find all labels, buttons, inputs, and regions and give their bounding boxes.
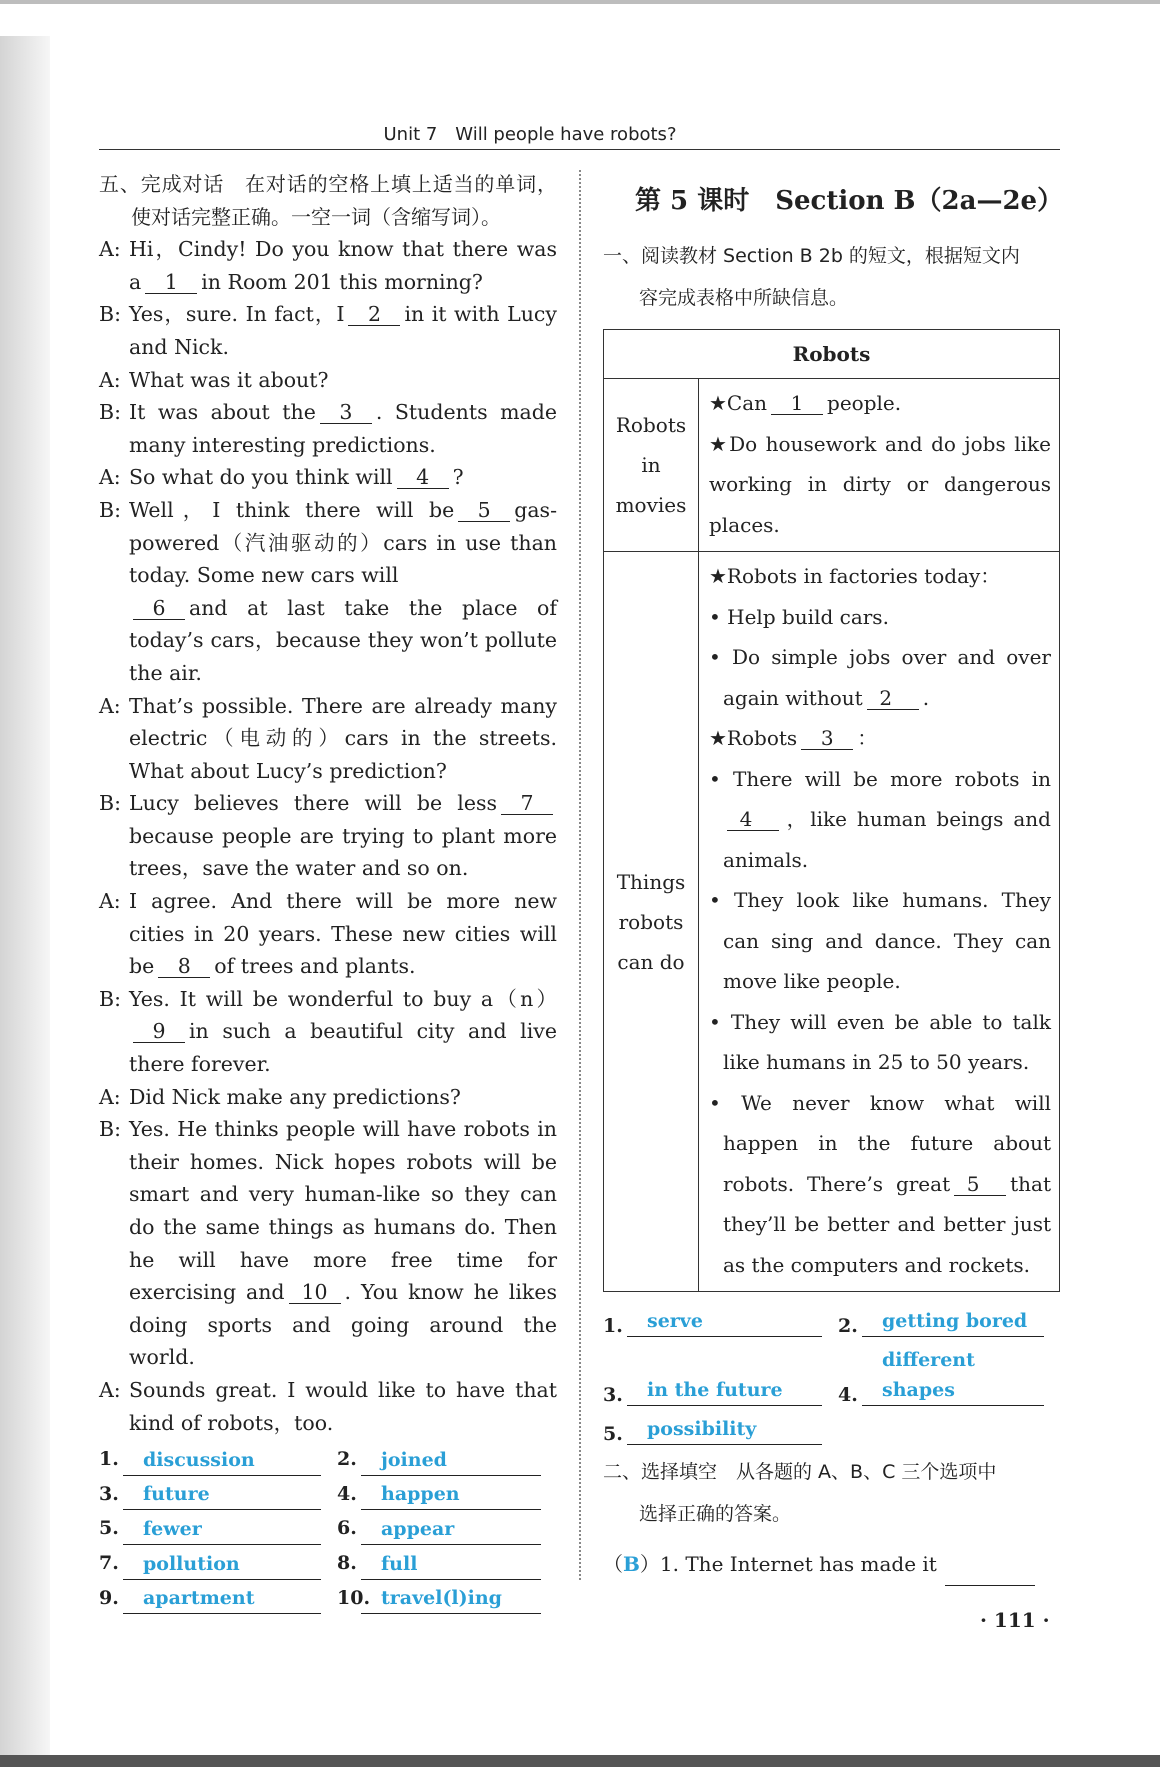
utterance-after: gas-powered（汽油驱动的）cars in use than today. Some new cars will <box>129 497 557 588</box>
answer-value: appear <box>361 1514 541 1545</box>
utterance <box>129 494 557 592</box>
blank-6: 6 <box>133 597 185 620</box>
blank-3: 3 <box>801 727 853 750</box>
answer-item <box>337 1582 557 1615</box>
answer-item <box>337 1547 557 1580</box>
running-header: Unit 7 Will people have robots? <box>383 124 677 145</box>
dialogue-line <box>99 885 557 983</box>
answer-number: 2. <box>838 1315 858 1337</box>
utterance <box>129 1374 557 1439</box>
utterance <box>129 364 557 397</box>
subsection-2-line2: 选择正确的答案。 <box>639 1503 792 1525</box>
answer-number: 1. <box>603 1315 623 1337</box>
blank-8: 8 <box>158 955 210 978</box>
answer-number: 3. <box>99 1482 119 1505</box>
answer-value: full <box>361 1549 541 1580</box>
blank-2: 2 <box>348 303 400 326</box>
row-head-movies: Robots in movies <box>604 379 699 552</box>
r2-line3-after: . <box>922 685 930 710</box>
answer-item <box>838 1306 1060 1337</box>
answer-number: 2. <box>337 1448 357 1471</box>
r2-line8-after: that they’ll be better and better just as the computers and rockets. <box>723 1171 1051 1277</box>
left-answer-grid <box>99 1443 557 1614</box>
answer-value: happen <box>361 1479 541 1510</box>
utterance-after: ? <box>452 465 464 490</box>
answer-value: future <box>123 1479 321 1510</box>
speaker-label: B: <box>99 302 121 327</box>
r2-line4-before: ★Robots <box>709 726 798 750</box>
r2-line2: • Help build cars. <box>709 604 889 629</box>
answer-item <box>99 1582 337 1615</box>
page-gutter <box>0 36 50 1755</box>
utterance-before: What was it about? <box>129 367 329 392</box>
utterance <box>129 233 557 298</box>
utterance-before: Lucy believes there will be less <box>129 791 497 816</box>
utterance-before: Yes，sure. In fact，I <box>129 302 345 327</box>
dialogue-line <box>99 494 557 592</box>
speaker-label <box>99 592 129 690</box>
utterance-after: in such a beautiful city and live there forever. <box>129 1019 557 1077</box>
subsection-1 <box>603 235 1060 319</box>
utterance-after: because people are trying to plant more trees，save the water and so on. <box>129 823 557 881</box>
bottom-bar <box>0 1755 1160 1767</box>
answer-item <box>99 1547 337 1580</box>
utterance <box>129 1113 557 1374</box>
dialogue-line <box>99 233 557 298</box>
answer-value: pollution <box>123 1549 321 1580</box>
subsection-2 <box>603 1451 1060 1535</box>
utterance-before: Yes. He thinks people will have robots in their homes. Nick hopes robots will be smart and very human-like so they can do the same things as humans do. Then he will have more free time for exercising and <box>129 1117 557 1305</box>
answer-item <box>337 1443 557 1476</box>
blank-2: 2 <box>867 687 919 710</box>
blank-7: 7 <box>501 792 553 815</box>
blank-10: 10 <box>289 1281 341 1304</box>
dialogue-line <box>99 1113 557 1374</box>
answer-value: serve <box>627 1306 822 1337</box>
section-title-5: 五、完成对话 在对话的空格上填上适当的单词，使对话完整正确。一空一词（含缩写词）。 <box>99 172 557 229</box>
utterance <box>129 1081 557 1114</box>
blank-9: 9 <box>133 1020 185 1043</box>
blank-1: 1 <box>145 271 197 294</box>
utterance-after: and at last take the place of today’s cars，because they won’t pollute the air. <box>129 595 557 685</box>
answer-number: 6. <box>337 1517 357 1540</box>
answer-item <box>603 1345 838 1406</box>
utterance-after: in Room 201 this morning? <box>201 269 483 294</box>
blank-1: 1 <box>771 392 823 415</box>
speaker-label: B: <box>99 986 121 1011</box>
answer-number: 9. <box>99 1586 119 1609</box>
answer-value: different shapes <box>862 1345 1044 1406</box>
answer-item <box>99 1443 337 1476</box>
blank-5: 5 <box>458 499 510 522</box>
answer-item <box>99 1478 337 1511</box>
answer-number: 1. <box>99 1448 119 1471</box>
answer-value: getting bored <box>862 1306 1044 1337</box>
answer-value: fewer <box>123 1514 321 1545</box>
blank-5: 5 <box>954 1173 1006 1196</box>
row-movies-content <box>699 379 1060 552</box>
dialogue-line <box>99 983 557 1081</box>
table-title: Robots <box>604 330 1060 379</box>
subsection-2-line1: 二、选择填空 从各题的 A、B、C 三个选项中 <box>603 1461 997 1483</box>
utterance-before: Yes. It will be wonderful to buy a（n） <box>129 986 557 1011</box>
answer-value: in the future <box>627 1375 822 1406</box>
blank-4: 4 <box>727 808 779 831</box>
utterance-before: Well，I think there will be <box>129 497 455 522</box>
utterance-before: So what do you think will <box>129 465 393 490</box>
r2-line5-after: ，like human beings and animals. <box>723 807 1051 872</box>
row-things-content <box>699 552 1060 1292</box>
utterance <box>129 298 557 363</box>
right-column <box>603 180 1064 1586</box>
column-divider <box>579 170 581 1580</box>
lesson-title: 第 5 课时 Section B（2a—2e） <box>635 186 1064 216</box>
answer-value: joined <box>361 1445 541 1476</box>
speaker-label: A: <box>99 367 121 392</box>
utterance-before: That’s possible. There are already many electric（电动的）cars in the streets. What about Lucy’s prediction? <box>129 693 557 783</box>
utterance-before: I agree. And there will be more new cities in 20 years. These new cities will be <box>129 889 557 979</box>
answer-number: 3. <box>603 1384 623 1406</box>
row-head-things: Things robots can do <box>604 552 699 1292</box>
answer-number: 4. <box>838 1384 858 1406</box>
r2-line6: • They look like humans. They can sing and dance. They can move like people. <box>709 888 1051 993</box>
answer-item <box>603 1414 838 1445</box>
dialogue-line <box>99 690 557 788</box>
utterance-after: in it with Lucy and Nick. <box>129 302 557 359</box>
utterance-after: . You know he likes doing sports and going around the world. <box>129 1280 557 1370</box>
speaker-label: A: <box>99 889 121 914</box>
speaker-label: A: <box>99 465 121 490</box>
q1-open: （ <box>603 1552 623 1576</box>
utterance <box>129 787 557 885</box>
utterance <box>129 396 557 461</box>
question-1 <box>603 1543 1060 1586</box>
utterance <box>129 461 557 494</box>
answer-item <box>99 1512 337 1545</box>
top-bar <box>0 0 1160 4</box>
r2-line8-before: • We never know what will happen in the future about robots. There’s great <box>709 1090 1051 1196</box>
utterance <box>129 592 557 690</box>
q1-answer: B <box>623 1552 640 1576</box>
r2-line4-after: ： <box>857 726 878 750</box>
row1-a-before: ★Can <box>709 391 768 415</box>
utterance-before: It was about the <box>129 400 316 425</box>
r2-line5-before: • There will be more robots in <box>709 766 1051 791</box>
dialogue-line <box>99 396 557 461</box>
left-column <box>99 168 557 1614</box>
answer-item <box>337 1478 557 1511</box>
r2-line3-before: • Do simple jobs over and over again without <box>709 645 1051 710</box>
speaker-label: A: <box>99 237 121 262</box>
answer-value: apartment <box>123 1583 321 1614</box>
dialogue-line <box>99 1374 557 1439</box>
dialogue <box>99 233 557 1439</box>
speaker-label: B: <box>99 497 121 522</box>
answer-value: possibility <box>627 1414 822 1445</box>
answer-number: 4. <box>337 1482 357 1505</box>
subsection-1-line2: 容完成表格中所缺信息。 <box>639 287 849 309</box>
dialogue-line <box>99 298 557 363</box>
q1-blank <box>945 1543 1035 1586</box>
utterance <box>129 690 557 788</box>
utterance-before: Sounds great. I would like to have that kind of robots，too. <box>129 1377 557 1435</box>
answer-number: 8. <box>337 1551 357 1574</box>
utterance-before: Did Nick make any predictions? <box>129 1084 461 1109</box>
utterance <box>129 983 557 1081</box>
speaker-label: A: <box>99 1084 121 1109</box>
answer-item <box>337 1512 557 1545</box>
dialogue-line <box>99 1081 557 1114</box>
answer-value: travel(l)ing <box>361 1583 541 1614</box>
answer-item <box>603 1306 838 1337</box>
utterance-after: of trees and plants. <box>214 954 416 979</box>
answer-number: 10. <box>337 1586 371 1609</box>
answer-number: 5. <box>603 1423 623 1445</box>
dialogue-line <box>99 461 557 494</box>
answer-item <box>838 1345 1060 1406</box>
answer-number: 5. <box>99 1517 119 1540</box>
blank-4: 4 <box>397 466 449 489</box>
speaker-label: B: <box>99 791 121 816</box>
right-answer-grid <box>603 1306 1060 1445</box>
speaker-label: A: <box>99 1377 121 1402</box>
dialogue-line <box>99 364 557 397</box>
blank-3: 3 <box>320 401 372 424</box>
answer-number: 7. <box>99 1551 119 1574</box>
answer-value: discussion <box>123 1445 321 1476</box>
speaker-label: B: <box>99 1117 121 1142</box>
subsection-1-line1: 一、阅读教材 Section B 2b 的短文，根据短文内 <box>603 245 1020 267</box>
utterance-after: . Students made many interesting predictions. <box>129 400 558 457</box>
header-rule <box>99 149 1060 150</box>
utterance-before: Hi，Cindy! Do you know that there was a <box>129 237 557 294</box>
robots-table <box>603 329 1060 1292</box>
page-number: · 111 · <box>980 1608 1050 1632</box>
r2-line1: ★Robots in factories today： <box>709 564 1001 588</box>
q1-text: ）1. The Internet has made it <box>639 1552 937 1576</box>
utterance <box>129 885 557 983</box>
dialogue-line <box>99 592 557 690</box>
row1-a-after: people. <box>827 391 902 415</box>
r2-line7: • They will even be able to talk like humans in 25 to 50 years. <box>709 1009 1051 1074</box>
row1-b: ★Do housework and do jobs like working in dirty or dangerous places. <box>709 431 1051 537</box>
dialogue-line <box>99 787 557 885</box>
speaker-label: B: <box>99 400 121 425</box>
speaker-label: A: <box>99 693 121 718</box>
